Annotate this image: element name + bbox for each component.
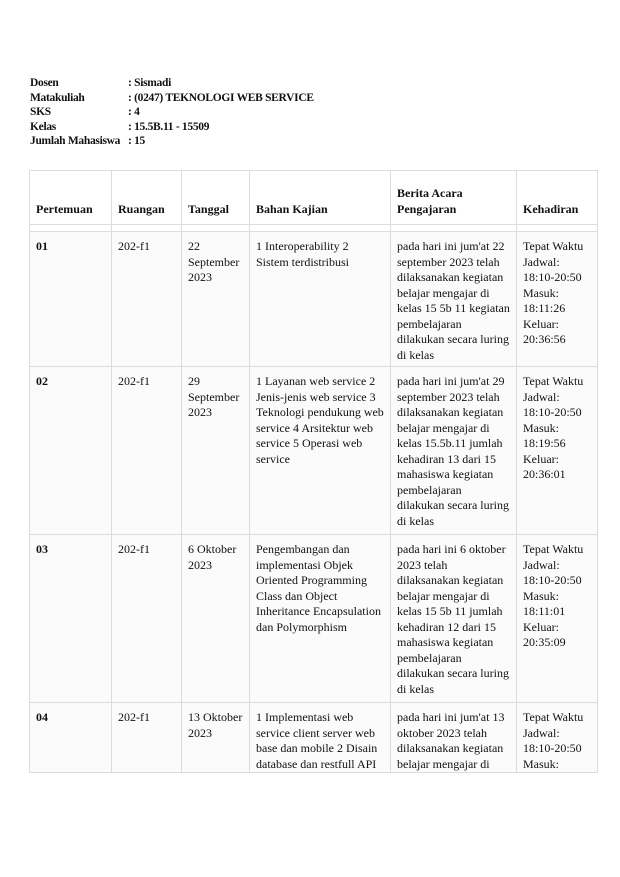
- table-row: [30, 232, 598, 367]
- kelas-value: : 15.5B.11 - 15509: [128, 120, 210, 133]
- kehadiran-status: Tepat Waktu: [523, 239, 584, 253]
- course-info: [30, 76, 314, 149]
- dosen-label: Dosen: [30, 77, 59, 89]
- info-matakuliah: [30, 91, 314, 106]
- kehadiran-masuk: Masuk: 18:11:01: [523, 588, 566, 618]
- matakuliah-label: Matakuliah: [30, 91, 85, 104]
- dosen-value: : Sismadi: [128, 77, 171, 89]
- cell-kehadiran: [517, 367, 598, 535]
- kehadiran-status: Tepat Waktu: [523, 374, 584, 388]
- header-tanggal: Tanggal: [182, 171, 250, 225]
- cell-kehadiran: [517, 232, 598, 367]
- info-sks: [30, 105, 314, 120]
- table-row: [30, 535, 598, 703]
- kehadiran-jadwal: Jadwal: 18:10-20:50: [523, 389, 582, 419]
- attendance-table: [29, 170, 598, 773]
- cell-berita-acara: pada hari ini 6 oktober 2023 telah dilaksanakan kegiatan belajar mengajar di kelas 15 5b 11 jumlah kehadiran 12 dari 15 mahasiswa kegiatan pembelajaran dilakukan secara luring di kelas: [391, 535, 517, 703]
- info-kelas: [30, 120, 314, 135]
- cell-bahan-kajian: 1 Interoperability 2 Sistem terdistribusi: [250, 232, 391, 367]
- kehadiran-jadwal: Jadwal: 18:10-20:50: [523, 725, 582, 755]
- matakuliah-value: : (0247) TEKNOLOGI WEB SERVICE: [128, 91, 314, 104]
- cell-tanggal: 22 September 2023: [182, 232, 250, 367]
- kehadiran-masuk: Masuk:: [523, 756, 559, 771]
- jumlah-label: Jumlah Mahasiswa: [30, 135, 121, 147]
- header-pertemuan: Pertemuan: [30, 171, 112, 225]
- cell-ruangan: 202-f1: [112, 535, 182, 703]
- cell-berita-acara: pada hari ini jum'at 29 september 2023 telah dilaksanakan kegiatan belajar mengajar di kelas 15.5b.11 jumlah kehadiran 13 dari 15 mahasiswa kegiatan pembelajaran dilakukan secara luring di kelas: [391, 367, 517, 535]
- cell-berita-acara: pada hari ini jum'at 22 september 2023 telah dilaksanakan kegiatan belajar mengajar di kelas 15 5b 11 kegiatan pembelajaran dilakukan secara luring di kelas: [391, 232, 517, 367]
- cell-bahan-kajian: Pengembangan dan implementasi Objek Oriented Programming Class dan Object Inheritance Encapsulation dan Polymorphism: [250, 535, 391, 703]
- kelas-label: Kelas: [30, 120, 56, 133]
- kehadiran-jadwal: Jadwal: 18:10-20:50: [523, 254, 582, 284]
- header-bahan-kajian: Bahan Kajian: [250, 171, 391, 225]
- table-header-row: [30, 171, 598, 225]
- info-dosen: [30, 76, 314, 91]
- header-ruangan: Ruangan: [112, 171, 182, 225]
- header-kehadiran: Kehadiran: [517, 171, 598, 225]
- kehadiran-status: Tepat Waktu: [523, 710, 584, 724]
- kehadiran-masuk: Masuk: 18:11:26: [523, 285, 566, 315]
- cell-tanggal: 6 Oktober 2023: [182, 535, 250, 703]
- sks-value: : 4: [128, 106, 140, 118]
- cell-kehadiran: [517, 535, 598, 703]
- cell-tanggal: 29 September 2023: [182, 367, 250, 535]
- header-berita-acara: Berita Acara Pengajaran: [391, 171, 517, 225]
- cell-ruangan: 202-f1: [112, 367, 182, 535]
- cell-ruangan: 202-f1: [112, 703, 182, 773]
- kehadiran-keluar: Keluar: 20:36:01: [523, 451, 566, 481]
- jumlah-value: : 15: [128, 135, 146, 147]
- cell-bahan-kajian: 1 Layanan web service 2 Jenis-jenis web service 3 Teknologi pendukung web service 4 Arsitektur web service 5 Operasi web service: [250, 367, 391, 535]
- cell-pertemuan: 04: [30, 703, 112, 773]
- sks-label: SKS: [30, 106, 51, 118]
- kehadiran-status: Tepat Waktu: [523, 542, 584, 556]
- cell-kehadiran: [517, 703, 598, 773]
- cell-bahan-kajian: 1 Implementasi web service client server web base dan mobile 2 Disain database dan restfull API: [250, 703, 391, 773]
- kehadiran-keluar: Keluar: 20:36:56: [523, 316, 566, 346]
- kehadiran-keluar: Keluar: 20:35:09: [523, 619, 566, 649]
- cell-berita-acara: pada hari ini jum'at 13 oktober 2023 telah dilaksanakan kegiatan belajar mengajar di: [391, 703, 517, 773]
- cell-pertemuan: 03: [30, 535, 112, 703]
- kehadiran-jadwal: Jadwal: 18:10-20:50: [523, 557, 582, 587]
- cell-ruangan: 202-f1: [112, 232, 182, 367]
- cell-pertemuan: 01: [30, 232, 112, 367]
- kehadiran-masuk: Masuk: 18:19:56: [523, 420, 566, 450]
- table-spacer: [30, 225, 598, 232]
- table-row: [30, 703, 598, 773]
- cell-pertemuan: 02: [30, 367, 112, 535]
- table-row: [30, 367, 598, 535]
- info-jumlah-mahasiswa: [30, 134, 314, 149]
- cell-tanggal: 13 Oktober 2023: [182, 703, 250, 773]
